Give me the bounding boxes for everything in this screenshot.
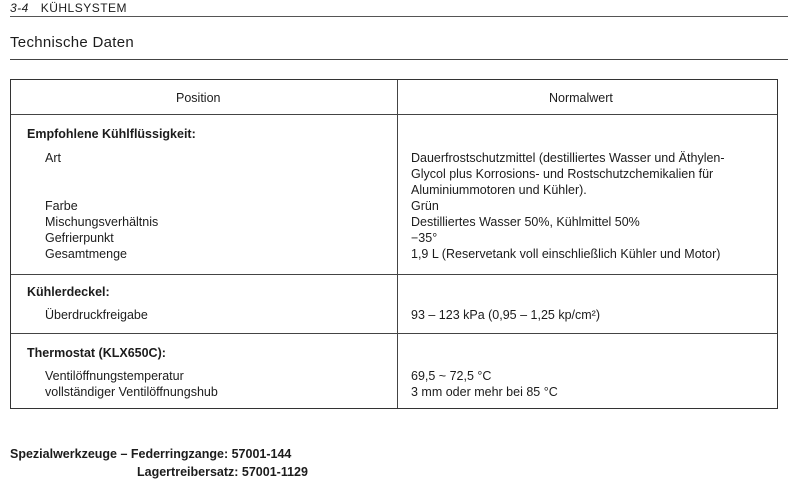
column-divider: [397, 80, 398, 408]
header-rule: [10, 16, 788, 17]
row-label-ventilhub: vollständiger Ventilöffnungshub: [45, 385, 218, 399]
column-header-value: Normalwert: [549, 91, 613, 105]
special-tools-line-2: Lagertreibersatz: 57001-1129: [137, 465, 308, 479]
spec-table: [10, 79, 778, 409]
group-divider-2: [11, 333, 777, 334]
row-value-ueberdruck: 93 – 123 kPa (0,95 – 1,25 kp/cm²): [411, 308, 600, 322]
row-value-mischung: Destilliertes Wasser 50%, Kühlmittel 50%: [411, 215, 640, 229]
special-tools-line-1: Spezialwerkzeuge – Federringzange: 57001-144: [10, 447, 292, 461]
group-divider-1: [11, 274, 777, 275]
header-row-divider: [11, 114, 777, 115]
row-label-ventiltemp: Ventilöffnungstemperatur: [45, 369, 184, 383]
title-rule: [10, 59, 788, 60]
row-label-art: Art: [45, 151, 61, 165]
group-thermostat: Thermostat (KLX650C):: [27, 346, 166, 360]
section-title: Technische Daten: [10, 34, 135, 51]
row-value-farbe: Grün: [411, 199, 439, 213]
page-header: [10, 1, 127, 15]
row-label-farbe: Farbe: [45, 199, 78, 213]
row-label-gesamtmenge: Gesamtmenge: [45, 247, 127, 261]
row-value-art-1: Dauerfrostschutzmittel (destilliertes Wasser und Äthylen-: [411, 151, 725, 165]
row-value-gefrierpunkt: −35°: [411, 231, 438, 245]
group-coolant: Empfohlene Kühlflüssigkeit:: [27, 127, 196, 141]
row-value-art-3: Aluminiummotoren und Kühler).: [411, 183, 587, 197]
row-label-gefrierpunkt: Gefrierpunkt: [45, 231, 114, 245]
row-value-gesamtmenge: 1,9 L (Reservetank voll einschließlich Kühler und Motor): [411, 247, 721, 261]
group-cap: Kühlerdeckel:: [27, 285, 110, 299]
row-label-mischung: Mischungsverhältnis: [45, 215, 159, 229]
row-value-ventilhub: 3 mm oder mehr bei 85 °C: [411, 385, 558, 399]
row-value-art-2: Glycol plus Korrosions- und Rostschutzchemikalien für: [411, 167, 714, 181]
column-header-position: Position: [176, 91, 221, 105]
row-value-ventiltemp: 69,5 ~ 72,5 °C: [411, 369, 492, 383]
special-tools: [10, 445, 308, 481]
page-number: 3-4: [10, 1, 29, 15]
row-label-ueberdruck: Überdruckfreigabe: [45, 308, 148, 322]
chapter-title: KÜHLSYSTEM: [40, 1, 128, 15]
